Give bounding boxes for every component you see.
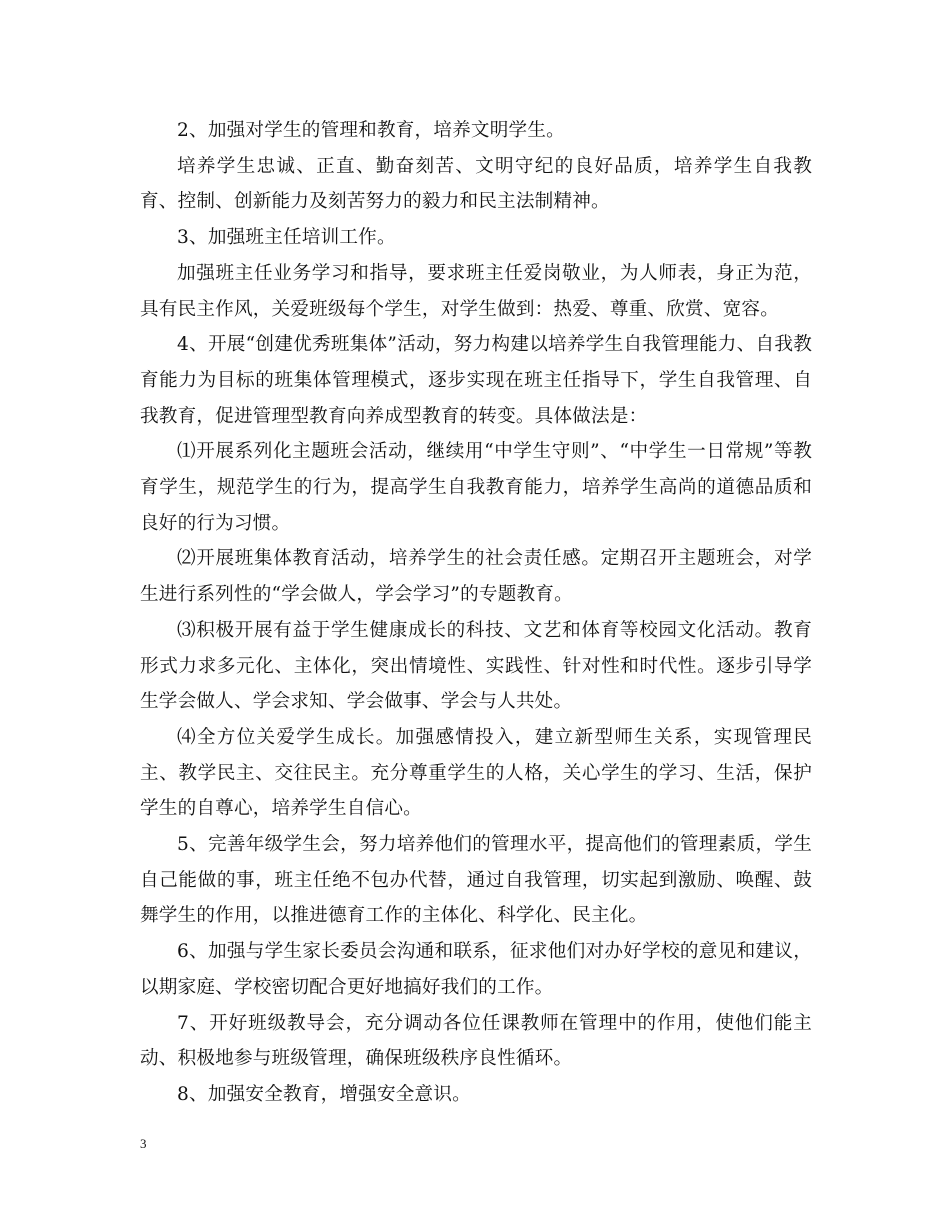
paragraph-2: 培养学生忠诚、正直、勤奋刻苦、文明守纪的良好品质，培养学生自我教育、控制、创新能力及刻苦努力的毅力和民主法制精神。 [140,155,812,213]
paragraph-12: 7、开好班级教导会，充分调动各位任课教师在管理中的作用，使他们能主动、积极地参与班级管理，确保班级秩序良性循环。 [140,1012,812,1070]
paragraph-11: 6、加强与学生家长委员会沟通和联系，征求他们对办好学校的意见和建议，以期家庭、学校密切配合更好地搞好我们的工作。 [140,941,812,998]
paragraph-1: 2、加强对学生的管理和教育，培养文明学生。 [177,120,565,141]
page-number: 3 [140,1136,147,1151]
paragraph-13: 8、加强安全教育，增强安全意识。 [177,1083,471,1105]
paragraph-10: 5、完善年级学生会，努力培养他们的管理水平，提高他们的管理素质，学生自己能做的事，班主任绝不包办代替，通过自我管理，切实起到激励、唤醒、鼓舞学生的作用，以推进德育工作的主体化、科学化、民主化。 [140,834,812,927]
paragraph-4: 加强班主任业务学习和指导，要求班主任爱岗敬业，为人师表，身正为范，具有民主作风，关爱班级每个学生，对学生做到：热爱、尊重、欣赏、宽容。 [140,262,812,320]
paragraph-5: 4、开展“创建优秀班集体”活动，努力构建以培养学生自我管理能力、自我教育能力为目标的班集体管理模式，逐步实现在班主任指导下，学生自我管理、自我教育，促进管理型教育向养成型教育的转变。具体做法是： [140,334,812,427]
document-body [140,113,812,1113]
paragraph-3: 3、加强班主任培训工作。 [177,227,396,249]
paragraph-6: ⑴开展系列化主题班会活动，继续用“中学生守则”、“中学生一日常规”等教育学生，规范学生的行为，提高学生自我教育能力，培养学生高尚的道德品质和良好的行为习惯。 [140,441,812,534]
paragraph-9: ⑷全方位关爱学生成长。加强感情投入，建立新型师生关系，实现管理民主、教学民主、交往民主。充分尊重学生的人格，关心学生的学习、生活，保护学生的自尊心，培养学生自信心。 [140,726,812,820]
paragraph-7: ⑵开展班集体教育活动，培养学生的社会责任感。定期召开主题班会，对学生进行系列性的“学会做人，学会学习”的专题教育。 [140,548,812,606]
paragraph-8: ⑶积极开展有益于学生健康成长的科技、文艺和体育等校园文化活动。教育形式力求多元化、主体化，突出情境性、实践性、针对性和时代性。逐步引导学生学会做人、学会求知、学会做事、学会与人共处。 [140,619,812,713]
